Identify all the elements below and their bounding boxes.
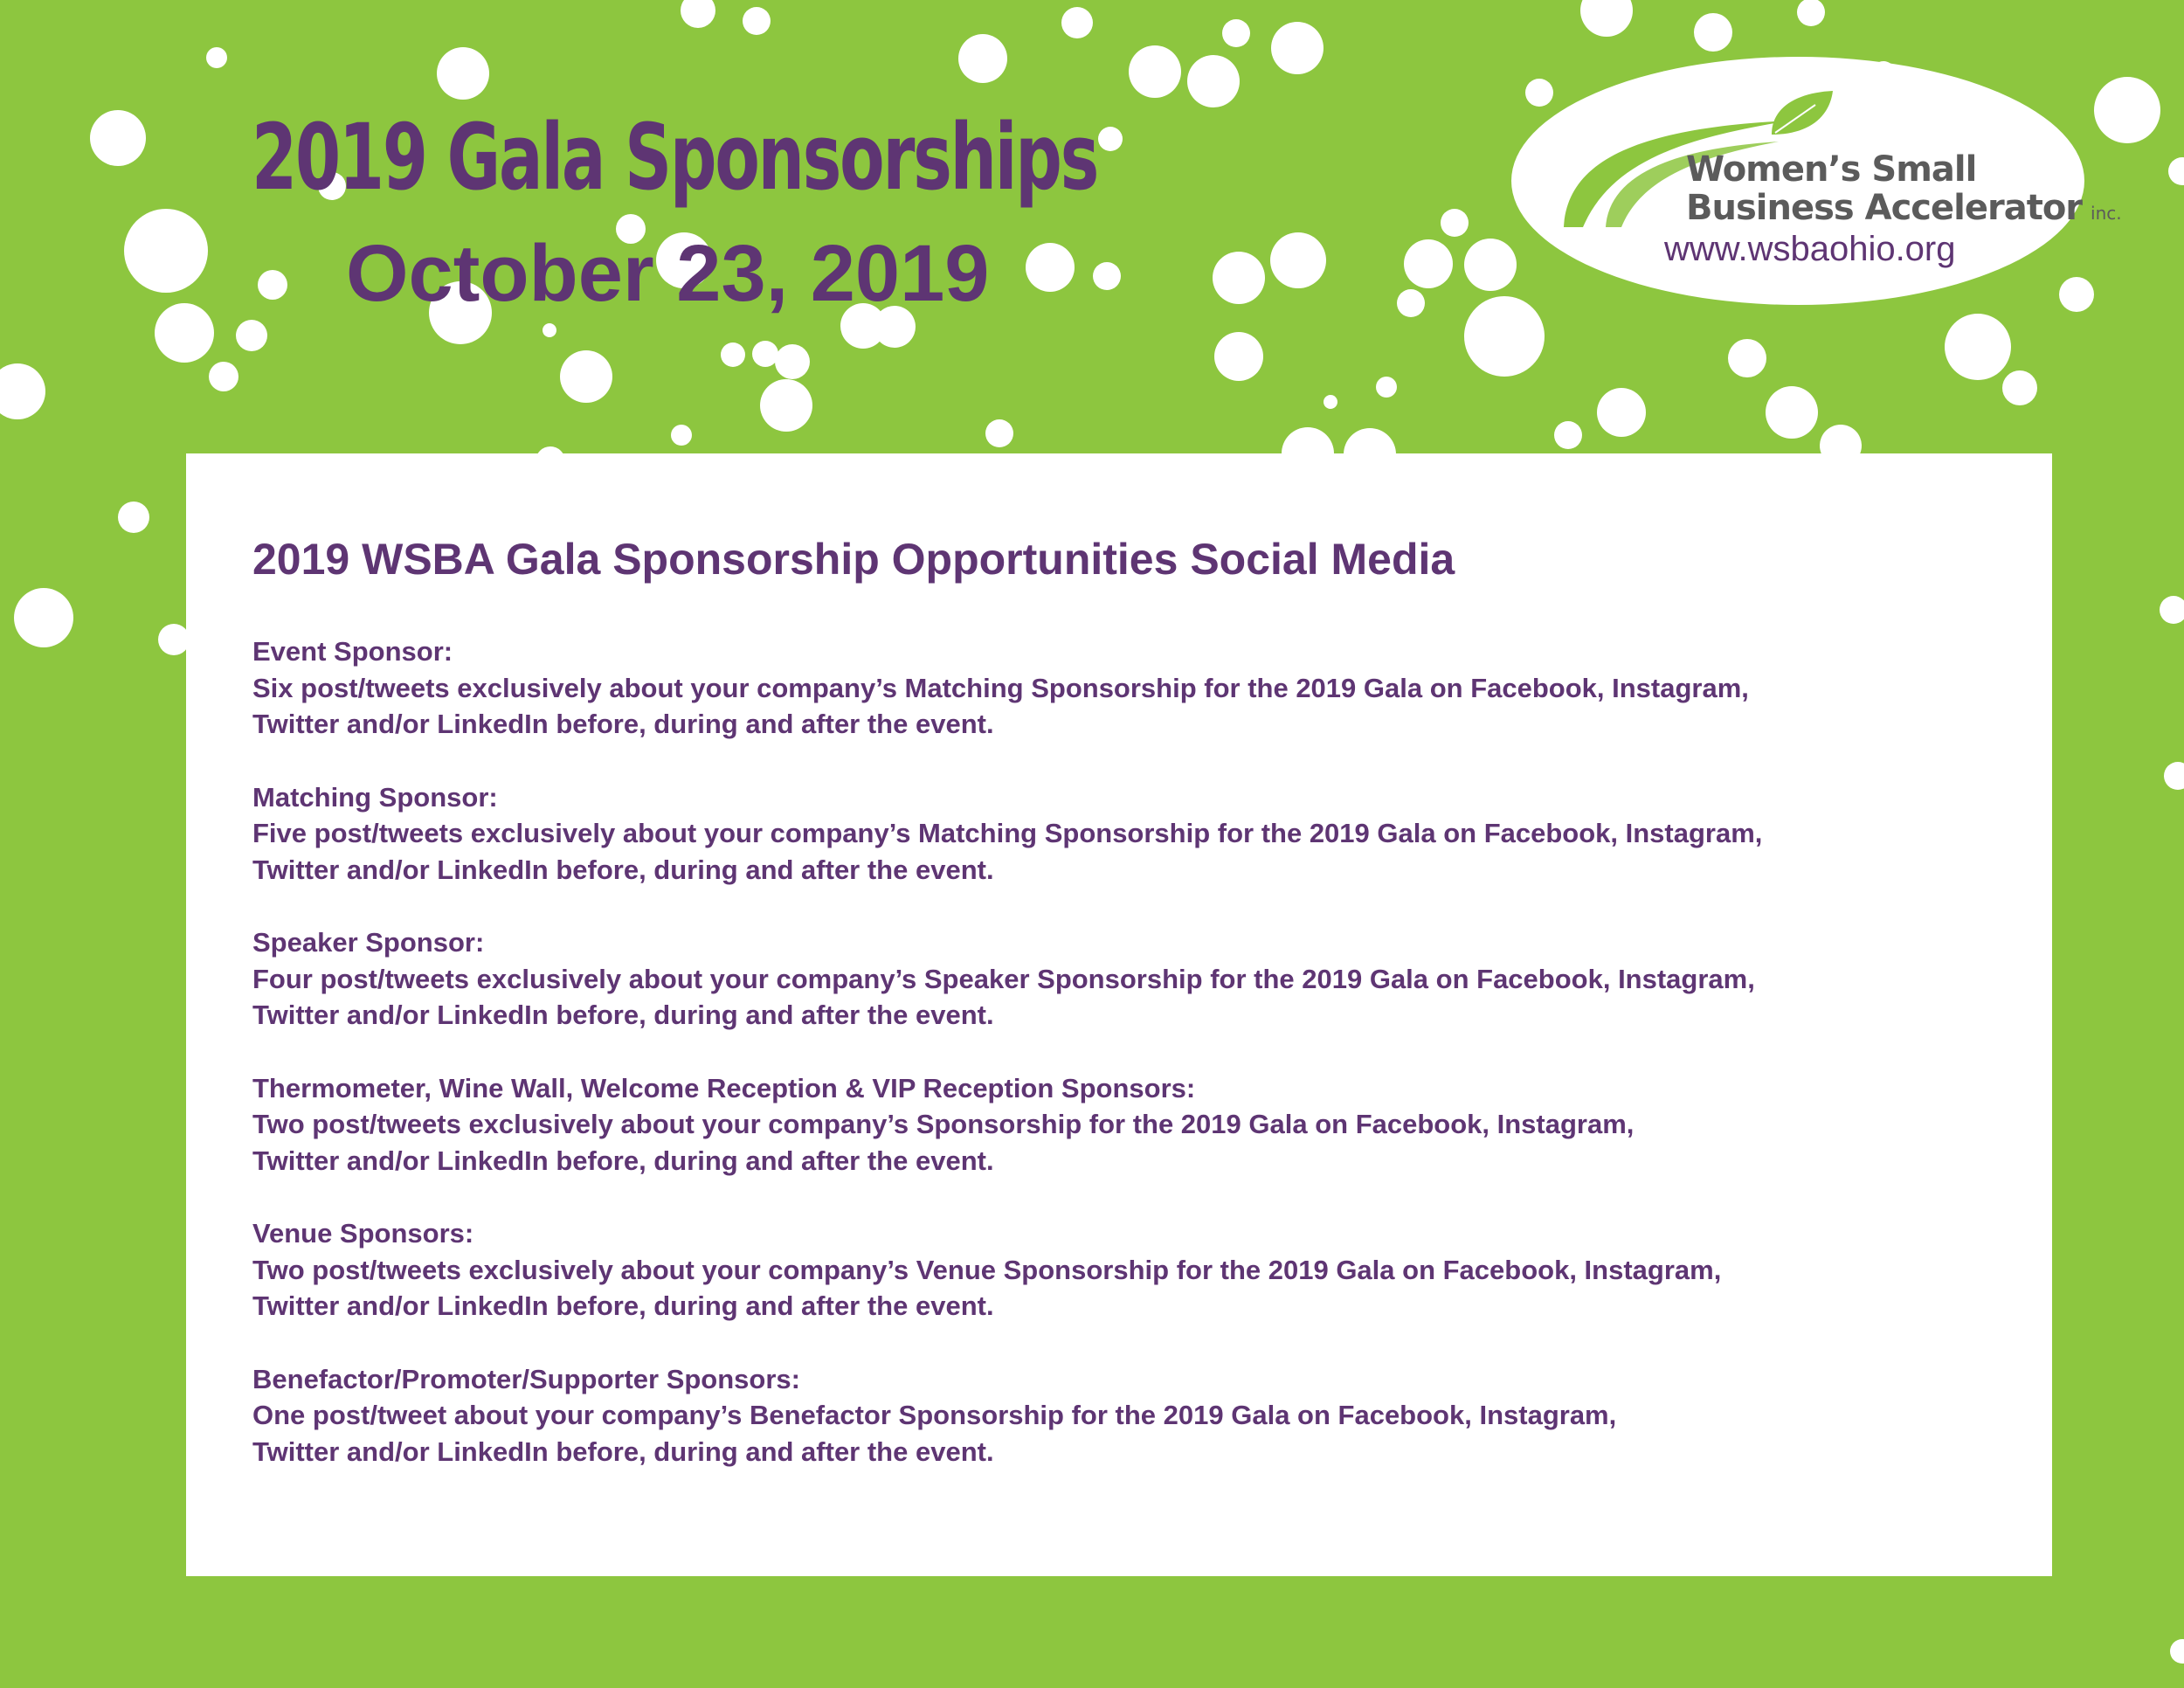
sponsor-description: Five post/tweets exclusively about your company’s Matching Sponsorship for the 2019 Gala on Facebook, Instagram, bbox=[252, 818, 1763, 848]
website-link[interactable]: www.wsbaohio.org bbox=[1664, 230, 1956, 268]
sponsor-section-matching bbox=[252, 779, 2052, 889]
sponsor-section-speaker bbox=[252, 924, 2052, 1034]
sponsor-heading: Benefactor/Promoter/Supporter Sponsors: bbox=[252, 1363, 800, 1394]
sponsor-heading: Venue Sponsors: bbox=[252, 1218, 474, 1249]
sponsor-section-venue bbox=[252, 1215, 2052, 1325]
sponsor-description: Twitter and/or LinkedIn before, during and after the event. bbox=[252, 1435, 994, 1467]
logo-wordmark bbox=[1686, 150, 2122, 232]
sponsor-description: Twitter and/or LinkedIn before, during and after the event. bbox=[252, 1145, 994, 1176]
event-date: October 23, 2019 bbox=[346, 229, 990, 318]
sponsor-heading: Matching Sponsor: bbox=[252, 781, 498, 813]
logo-inc: inc. bbox=[2091, 203, 2122, 224]
logo-line-2: Business Accelerator bbox=[1686, 188, 2083, 228]
sponsor-section-benefactor bbox=[252, 1361, 2052, 1470]
sponsor-description: One post/tweet about your company’s Benefactor Sponsorship for the 2019 Gala on Facebook, Instagram, bbox=[252, 1400, 1617, 1430]
sponsor-section-reception bbox=[252, 1070, 2052, 1180]
sponsor-description: Twitter and/or LinkedIn before, during and after the event. bbox=[252, 709, 994, 739]
sponsor-heading: Speaker Sponsor: bbox=[252, 927, 485, 958]
sponsor-description: Twitter and/or LinkedIn before, during and after the event. bbox=[252, 1290, 994, 1321]
content-panel bbox=[186, 453, 2052, 1576]
sponsor-heading: Thermometer, Wine Wall, Welcome Reception & VIP Reception Sponsors: bbox=[252, 1072, 1196, 1103]
sponsor-description: Four post/tweets exclusively about your company’s Speaker Sponsorship for the 2019 Gala on Facebook, Instagram, bbox=[252, 963, 1755, 994]
sponsor-description: Six post/tweets exclusively about your company’s Matching Sponsorship for the 2019 Gala on Facebook, Instagram, bbox=[252, 672, 1749, 703]
sponsor-section-event bbox=[252, 633, 2052, 743]
logo-line-1: Women’s Small bbox=[1686, 149, 1977, 190]
sponsor-heading: Event Sponsor: bbox=[252, 636, 453, 667]
sponsor-description: Twitter and/or LinkedIn before, during and after the event. bbox=[252, 1000, 994, 1030]
content-title: 2019 WSBA Gala Sponsorship Opportunities Social Media bbox=[252, 535, 1455, 584]
sponsor-description: Twitter and/or LinkedIn before, during and after the event. bbox=[252, 854, 994, 885]
sponsor-description: Two post/tweets exclusively about your company’s Venue Sponsorship for the 2019 Gala on Facebook, Instagram, bbox=[252, 1254, 1722, 1285]
sponsor-description: Two post/tweets exclusively about your company’s Sponsorship for the 2019 Gala on Facebook, Instagram, bbox=[252, 1109, 1635, 1139]
page-title: 2019 Gala Sponsorships bbox=[252, 104, 1098, 211]
